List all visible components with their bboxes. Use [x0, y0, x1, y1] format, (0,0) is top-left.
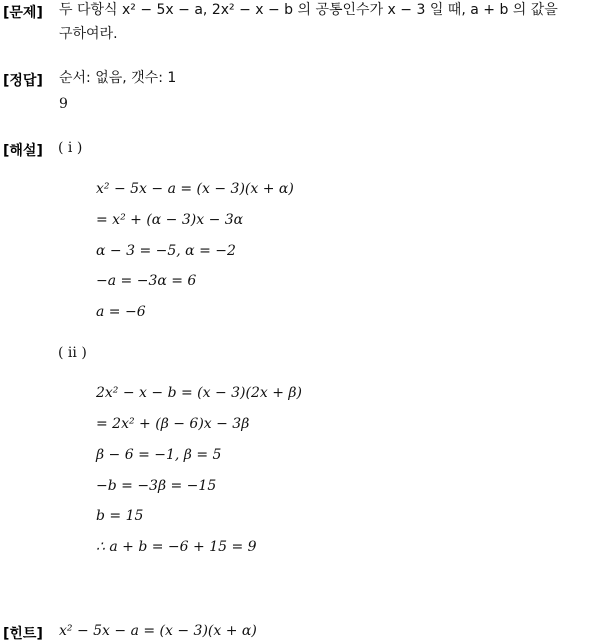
case-1-step: x² − 5x − a = (x − 3)(x + α) [96, 181, 294, 197]
case-2-step: b = 15 [96, 508, 144, 524]
answer-label: [정답] [3, 73, 43, 89]
case-1-step: a = −6 [96, 304, 146, 320]
case-2-step: 2x² − x − b = (x − 3)(2x + β) [96, 385, 302, 401]
case-1-step: = x² + (α − 3)x − 3α [96, 212, 244, 228]
answer-meta: 순서: 없음, 갯수: 1 [59, 70, 177, 86]
hint-text: x² − 5x − a = (x − 3)(x + α) [59, 623, 257, 639]
case-2-step: β − 6 = −1, β = 5 [96, 447, 222, 463]
case-2-conclusion: ∴ a + b = −6 + 15 = 9 [96, 539, 257, 555]
answer-value: 9 [59, 96, 68, 112]
problem-label: [문제] [3, 5, 43, 21]
case-1-step: α − 3 = −5, α = −2 [96, 243, 236, 259]
case-1-label: ( i ) [58, 140, 83, 156]
case-2-step: = 2x² + (β − 6)x − 3β [96, 416, 250, 432]
problem-line-2: 구하여라. [59, 26, 118, 42]
case-1-step: −a = −3α = 6 [96, 273, 197, 289]
case-2-step: −b = −3β = −15 [96, 478, 217, 494]
problem-line-1: 두 다항식 x² − 5x − a, 2x² − x − b 의 공통인수가 x − 3 일 때, a + b 의 값을 [59, 2, 558, 18]
case-2-label: ( ii ) [58, 345, 87, 361]
solution-label: [해설] [3, 143, 43, 159]
hint-label: [힌트] [3, 626, 43, 642]
